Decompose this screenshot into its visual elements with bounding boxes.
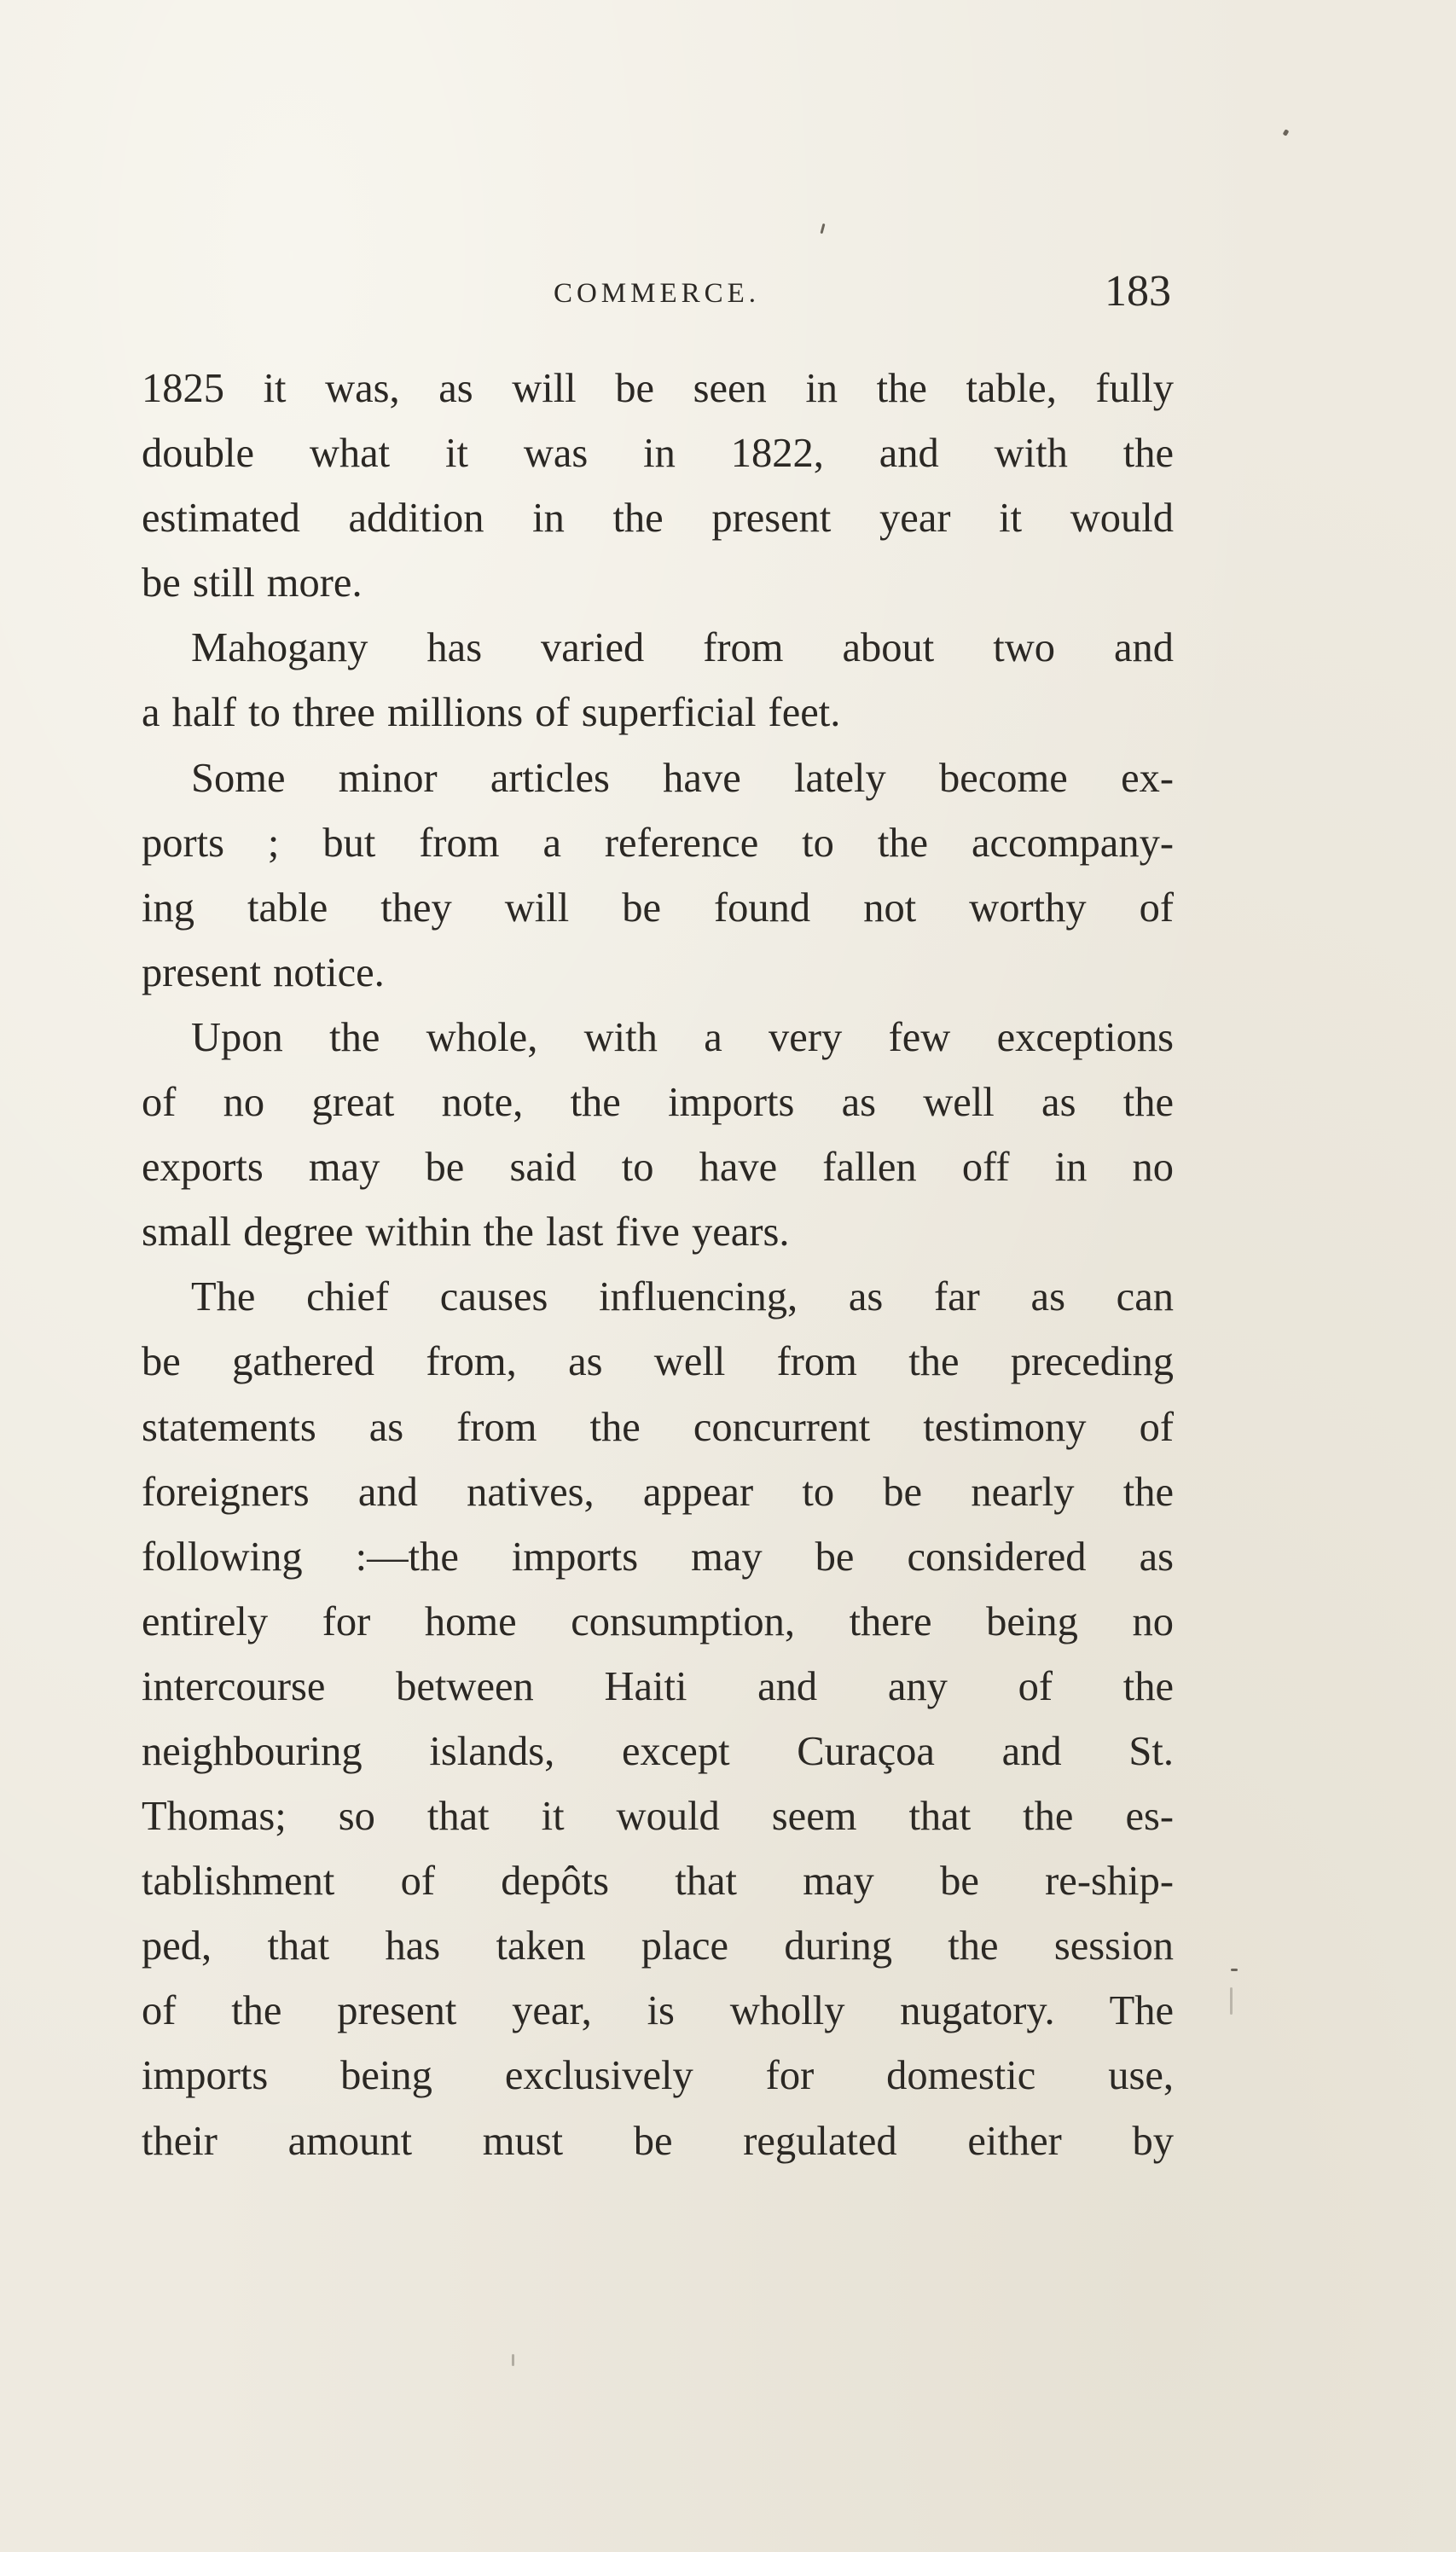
text-line (142, 421, 1174, 486)
text-line-content: intercourse between Haiti and any of the (142, 1663, 1174, 1709)
text-line (142, 1655, 1174, 1720)
text-line-content: their amount must be regulated either by (142, 2118, 1174, 2164)
text-line-content: Upon the whole, with a very few exceptions (191, 1014, 1174, 1060)
text-line-content: exports may be said to have fallen off in no (142, 1145, 1174, 1191)
text-line (142, 1720, 1174, 1784)
text-line-content: of the present year, is wholly nugatory. The (142, 1988, 1174, 2034)
text-line-content: of no great note, the imports as well as the (142, 1080, 1174, 1126)
text-line-content: present notice. (142, 949, 385, 995)
text-line (142, 2109, 1174, 2174)
text-line (142, 1914, 1174, 1979)
text-line-content: estimated addition in the present year it would (142, 496, 1174, 542)
running-head-title: COMMERCE. (553, 278, 761, 309)
text-line-content: Some minor articles have lately become ex- (191, 755, 1174, 801)
text-line (142, 1849, 1174, 1914)
text-line-content: imports being exclusively for domestic use, (142, 2053, 1174, 2099)
text-line-content: foreigners and natives, appear to be nearly the (142, 1469, 1174, 1515)
text-line (142, 357, 1174, 421)
text-line-content: small degree within the last five years. (142, 1209, 790, 1256)
text-line (142, 681, 1174, 745)
page-number: 183 (1105, 267, 1171, 316)
paper-speck (512, 2354, 514, 2366)
text-line-content: neighbouring islands, except Curaçoa and St. (142, 1728, 1174, 1774)
text-line-content: entirely for home consumption, there being no (142, 1598, 1174, 1644)
running-head (136, 266, 1177, 326)
text-line-content: ing table they will be found not worthy of (142, 884, 1174, 931)
body-text (142, 357, 1174, 2174)
text-line-content: 1825 it was, as will be seen in the table, fully (142, 366, 1174, 411)
text-line-content: double what it was in 1822, and with the (142, 431, 1174, 477)
text-line (142, 746, 1174, 811)
text-line (142, 1525, 1174, 1590)
text-line (142, 2044, 1174, 2108)
text-line (142, 1395, 1174, 1460)
text-line (142, 616, 1174, 681)
text-line (142, 876, 1174, 941)
text-line (142, 941, 1174, 1006)
text-line (142, 1006, 1174, 1070)
text-line-content: statements as from the concurrent testimony of (142, 1404, 1174, 1450)
text-line-content: Mahogany has varied from about two and (191, 625, 1174, 671)
text-line (142, 1590, 1174, 1655)
text-line (142, 1784, 1174, 1849)
text-line-content: tablishment of depôts that may be re-ship- (142, 1859, 1174, 1905)
text-line (142, 1200, 1174, 1265)
text-line-content: a half to three millions of superficial feet. (142, 690, 841, 736)
text-line (142, 1979, 1174, 2044)
text-line (142, 1070, 1174, 1135)
paper-speck (820, 223, 825, 234)
text-line (142, 486, 1174, 551)
paper-speck (1230, 1987, 1233, 2015)
text-line (142, 1460, 1174, 1525)
text-line-content: Thomas; so that it would seem that the es- (142, 1794, 1174, 1840)
text-line-content: ports ; but from a reference to the accompany- (142, 820, 1174, 866)
text-line (142, 551, 1174, 616)
text-line (142, 1135, 1174, 1200)
paper-speck (1231, 1969, 1238, 1971)
text-line-content: be still more. (142, 560, 363, 606)
text-line-content: ped, that has taken place during the session (142, 1923, 1174, 1969)
text-line-content: be gathered from, as well from the preceding (142, 1339, 1174, 1385)
text-line-content: The chief causes influencing, as far as can (191, 1274, 1174, 1320)
paper-speck (1283, 129, 1290, 136)
text-line (142, 1330, 1174, 1395)
text-line (142, 811, 1174, 876)
text-line-content: following :—the imports may be considered as (142, 1534, 1174, 1580)
text-line (142, 1265, 1174, 1330)
